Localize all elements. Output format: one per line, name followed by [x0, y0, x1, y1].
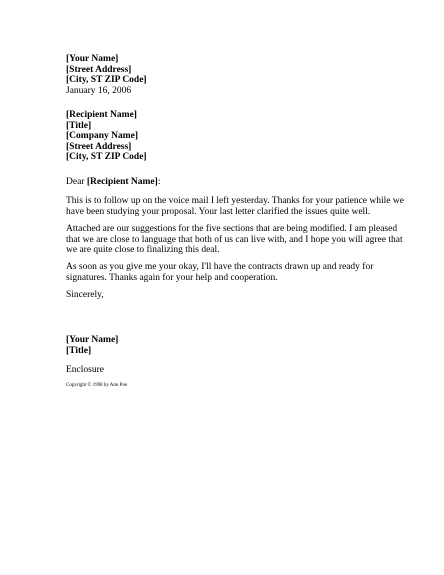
recipient-block — [66, 110, 386, 163]
letter-date — [66, 86, 386, 97]
paragraph-line: that we are close to language that both of us can live with, and I hope you will agree that — [66, 234, 403, 245]
closing — [66, 290, 386, 301]
sender-street: [Street Address] — [66, 64, 132, 75]
body-paragraph-1 — [66, 196, 404, 217]
closing-text: Sincerely, — [66, 290, 104, 300]
sender-city-state-zip: [City, ST ZIP Code] — [66, 75, 147, 85]
sender-name: [Your Name] — [66, 54, 119, 64]
salutation-suffix: : — [157, 177, 161, 187]
recipient-company: [Company Name] — [66, 131, 139, 141]
signature-block — [66, 335, 386, 356]
recipient-city-state-zip: [City, ST ZIP Code] — [66, 152, 147, 162]
paragraph-line: we are quite close to finalizing this deal. — [66, 245, 220, 255]
body-paragraph-2 — [66, 224, 403, 256]
signature-name: [Your Name] — [66, 335, 119, 345]
salutation-name: [Recipient Name] — [86, 177, 158, 187]
body-paragraph-3 — [66, 262, 386, 283]
recipient-street: [Street Address] — [66, 141, 132, 152]
signature-title: [Title] — [66, 345, 92, 356]
salutation — [66, 177, 386, 188]
sender-block — [66, 54, 386, 86]
recipient-name: [Recipient Name] — [66, 110, 137, 120]
paragraph-line: This is to follow up on the voice mail I left yesterday. Thanks for your patience while we — [66, 196, 404, 206]
paragraph-line: Attached are our suggestions for the five sections that are being modified. I am pleased — [66, 224, 398, 234]
date-text: January 16, 2006 — [66, 85, 132, 96]
enclosure — [66, 365, 386, 376]
recipient-title: [Title] — [66, 120, 92, 131]
copyright-notice: Copyright © 1998 by Ann Poe — [66, 383, 128, 388]
salutation-prefix: Dear — [66, 177, 87, 187]
enclosure-text: Enclosure — [66, 365, 104, 375]
paragraph-line: have been studying your proposal. Your last letter clarified the issues quite well. — [66, 206, 371, 217]
paragraph-line: As soon as you give me your okay, I'll have the contracts drawn up and ready for — [66, 262, 374, 272]
paragraph-line: signatures. Thanks again for your help and cooperation. — [66, 272, 278, 283]
